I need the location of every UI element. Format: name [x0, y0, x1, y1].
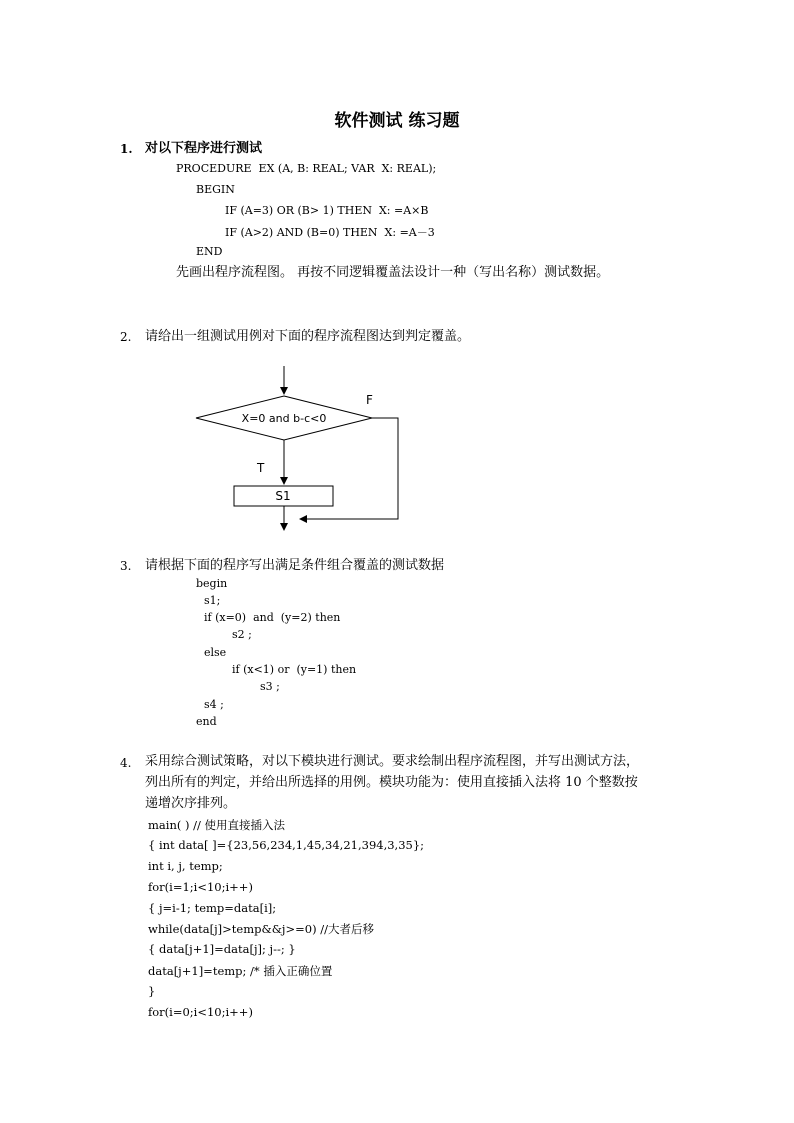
q4-number: 4. — [120, 756, 132, 770]
q4-code-line: { j=i-1; temp=data[i]; — [148, 901, 277, 915]
true-label: T — [257, 461, 265, 475]
q3-code-line: end — [196, 715, 217, 728]
q3-code-line: if (x=0) and (y=2) then — [204, 611, 341, 624]
q1-heading: 对以下程序进行测试 — [145, 141, 263, 156]
q3-code-line: if (x<1) or (y=1) then — [232, 663, 357, 676]
q4-code-line: { int data[ ]={23,56,234,1,45,34,21,394,3,35}; — [148, 838, 425, 852]
q2-number: 2. — [120, 330, 132, 344]
q1-instruction: 先画出程序流程图。 再按不同逻辑覆盖法设计一种（写出名称）测试数据。 — [176, 265, 610, 280]
q4-code-line: for(i=0;i<10;i++) — [148, 1005, 253, 1019]
process-label: S1 — [275, 489, 291, 503]
q4-code-line: } — [148, 984, 156, 998]
q1-number: 1. — [120, 142, 133, 156]
q3-code-line: else — [204, 646, 227, 659]
q1-code-line: PROCEDURE EX (A, B: REAL; VAR X: REAL); — [176, 162, 437, 175]
q4-text-line: 采用综合测试策略，对以下模块进行测试。要求绘制出程序流程图，并写出测试方法， — [145, 754, 640, 769]
q1-code-line: IF (A=3) OR (B> 1) THEN X: =A×B — [225, 204, 429, 217]
false-label: F — [366, 393, 373, 407]
q4-code-line: { data[j+1]=data[j]; j--; } — [148, 942, 296, 956]
q4-text-line: 递增次序排列。 — [145, 796, 237, 811]
q3-code-line: s2 ; — [232, 628, 252, 641]
decision-condition: X=0 and b-c<0 — [241, 412, 327, 425]
q3-code-line: s3 ; — [260, 680, 280, 693]
q3-text: 请根据下面的程序写出满足条件组合覆盖的测试数据 — [145, 558, 445, 573]
q3-code-line: s1; — [204, 594, 221, 607]
q1-code-line: END — [196, 245, 223, 258]
q2-text: 请给出一组测试用例对下面的程序流程图达到判定覆盖。 — [145, 329, 471, 344]
q4-code-line: for(i=1;i<10;i++) — [148, 880, 253, 894]
q1-code-line: IF (A>2) AND (B=0) THEN X: =A－3 — [225, 226, 435, 239]
q4-text-line: 列出所有的判定，并给出所选择的用例。模块功能为：使用直接插入法将 10 个整数按 — [145, 775, 638, 790]
q3-number: 3. — [120, 559, 132, 573]
page-title: 软件测试 练习题 — [334, 111, 460, 131]
q4-code-line: while(data[j]>temp&&j>=0) //大者后移 — [148, 922, 374, 936]
q4-code-line: data[j+1]=temp; /* 插入正确位置 — [148, 964, 333, 978]
q1-code-line: BEGIN — [196, 183, 235, 196]
q3-code-line: s4 ; — [204, 698, 224, 711]
q3-code-line: begin — [196, 577, 228, 590]
q4-code-line: main( ) // 使用直接插入法 — [148, 818, 286, 832]
q4-code-line: int i, j, temp; — [148, 859, 223, 873]
